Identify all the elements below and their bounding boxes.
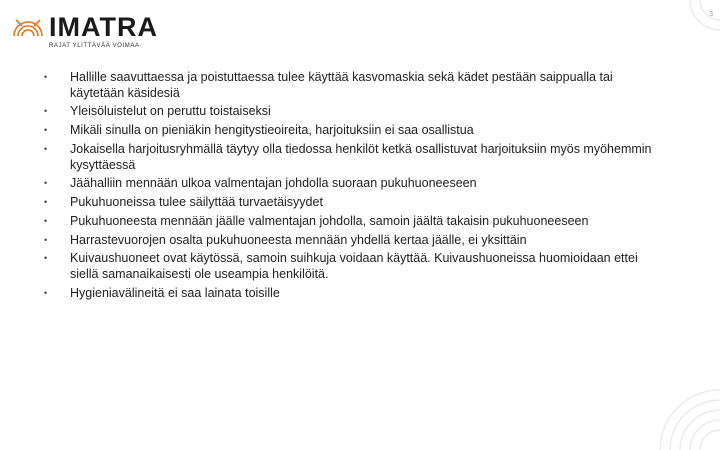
list-item-text: Yleisöluistelut on peruttu toistaiseksi (70, 104, 271, 119)
list-item (44, 214, 664, 230)
bullet-marker: • (44, 143, 48, 154)
list-item-text: Pukuhuoneesta mennään jäälle valmentajan johdolla, samoin jäältä takaisin pukuhuoneeseen (70, 213, 589, 228)
bullet-marker: • (44, 178, 48, 189)
bullet-marker: • (44, 106, 48, 117)
list-item (44, 251, 664, 282)
list-item (44, 195, 664, 211)
list-item-text: Hygieniavälineitä ei saa lainata toisille (70, 285, 280, 300)
list-item-text: Harrastevuorojen osalta pukuhuoneesta mennään yhdellä kertaa jäälle, ei yksittäin (70, 232, 527, 247)
bullet-marker: • (44, 72, 48, 82)
list-item (44, 142, 664, 173)
list-item-text: Jokaisella harjoitusryhmällä täytyy olla tiedossa henkilöt ketkä osallistuvat harjoituksiin myös myöhemmin kysyttäessä (70, 141, 652, 172)
list-item-text: Pukuhuoneissa tulee säilyttää turvaetäisyydet (70, 195, 323, 210)
list-item-text: Kuivaushuoneet ovat käytössä, samoin suihkuja voidaan käyttää. Kuivaushuoneissa huomioidaan ettei siellä samanaikaisesti ole useampia henkilöitä. (70, 251, 638, 282)
list-item (44, 70, 664, 101)
bullet-marker: • (44, 125, 48, 136)
list-item-text: Mikäli sinulla on pieniäkin hengitystieoireita, harjoituksiin ei saa osallistua (70, 123, 474, 138)
guideline-list (44, 70, 664, 305)
logo-tagline: RAJAT YLITTÄVÄÄ VOIMAA (49, 43, 140, 49)
list-item (44, 286, 664, 302)
page-number: 3 (709, 11, 713, 18)
bullet-marker: • (44, 253, 48, 264)
bullet-marker: • (44, 287, 48, 298)
bullet-marker: • (44, 234, 48, 245)
logo-wordmark: IMATRA (49, 12, 158, 42)
list-item (44, 176, 664, 192)
list-item (44, 123, 664, 139)
list-item-text: Jäähalliin mennään ulkoa valmentajan johdolla suoraan pukuhuoneeseen (70, 176, 477, 191)
bullet-marker: • (44, 197, 48, 208)
list-item-text: Hallille saavuttaessa ja poistuttaessa tulee käyttää kasvomaskia sekä kädet pestään saippualla tai käytetään käsidesiä (70, 70, 613, 100)
imatra-logo-icon (12, 12, 44, 38)
list-item (44, 104, 664, 120)
bullet-marker: • (44, 215, 48, 226)
imatra-logo (12, 12, 158, 52)
list-item (44, 233, 664, 249)
